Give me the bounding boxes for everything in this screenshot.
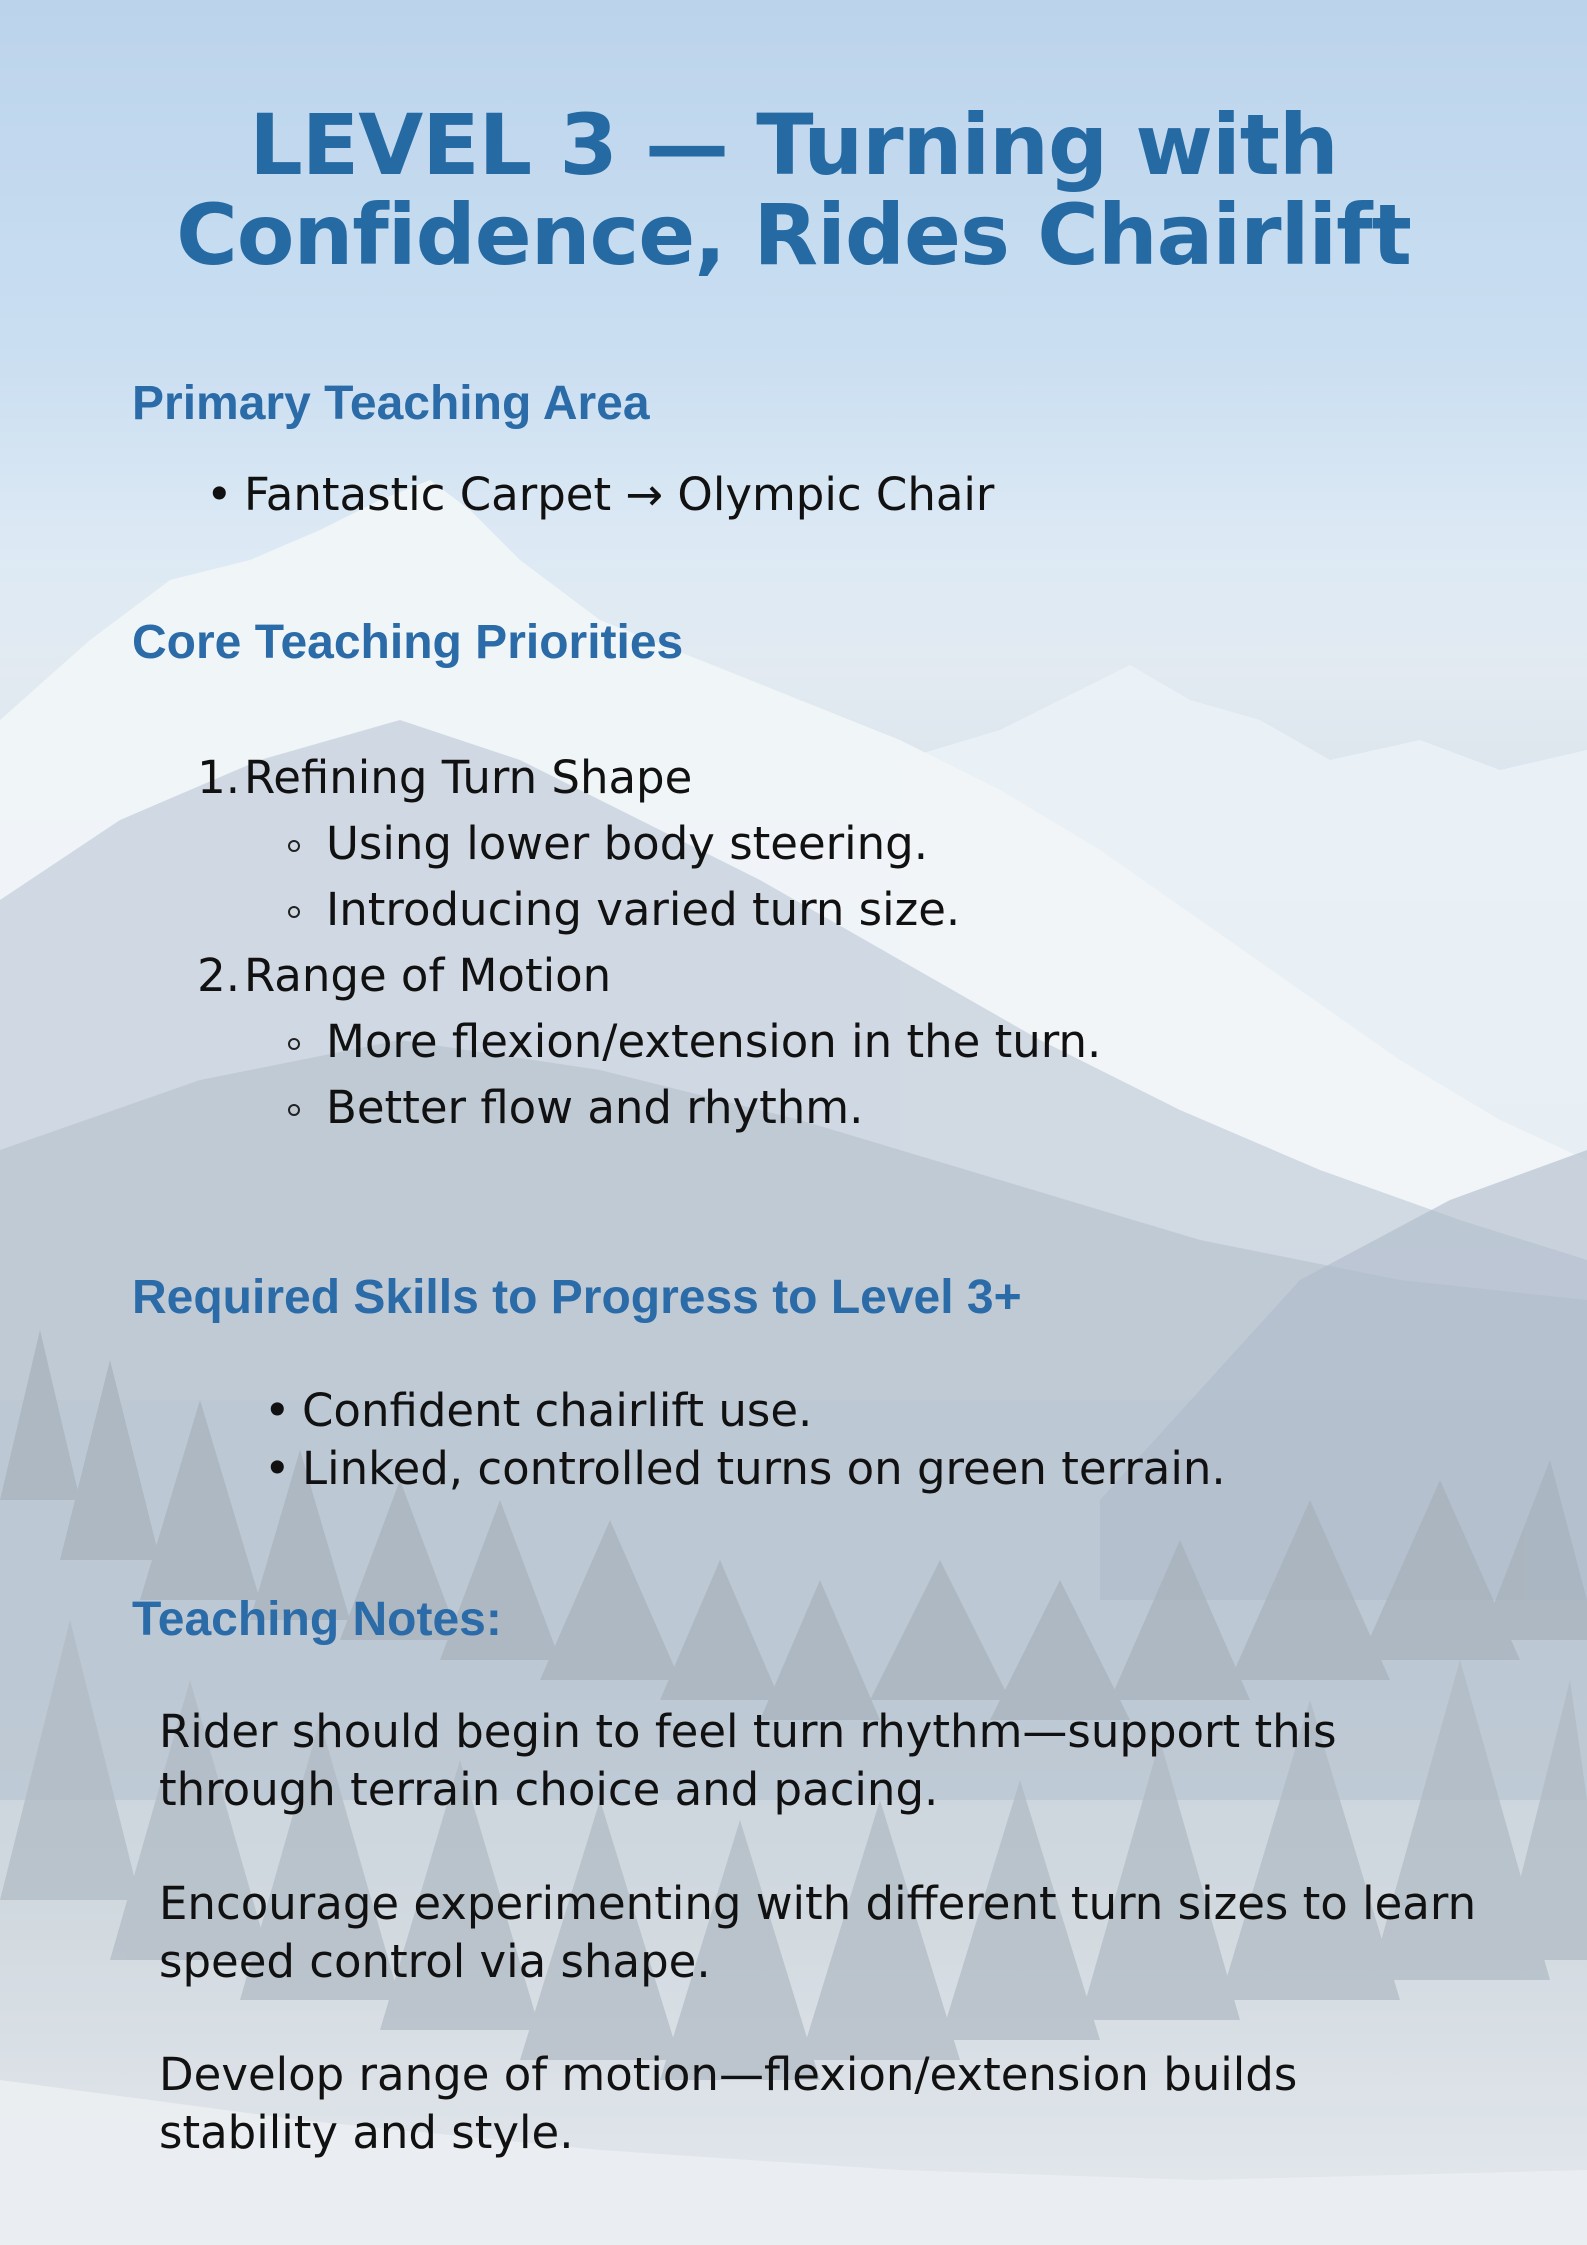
heading-teaching-notes: Teaching Notes:: [132, 1593, 502, 1646]
list-item: • Fantastic Carpet → Olympic Chair: [244, 462, 994, 528]
list-item: • Linked, controlled turns on green terrain.: [302, 1440, 1226, 1498]
note-line: Develop range of motion—flexion/extension builds: [159, 2048, 1298, 2101]
page-title: [0, 96, 1587, 284]
priority-item-2: [197, 943, 1101, 1009]
teaching-note-paragraph-3: [159, 2046, 1519, 2162]
required-skills-list: [302, 1382, 1226, 1498]
title-line-2: Confidence, Rides Chairlift: [176, 186, 1411, 284]
priority-label: Range of Motion: [244, 949, 612, 1002]
priority-number: 1.: [197, 751, 240, 804]
priority-item-1: [197, 745, 1101, 811]
priority-subitem: Introducing varied turn size.: [244, 877, 1101, 943]
priority-subitem: More flexion/extension in the turn.: [244, 1009, 1101, 1075]
primary-teaching-area-list: [244, 462, 994, 528]
note-line: through terrain choice and pacing.: [159, 1763, 939, 1816]
priority-number: 2.: [197, 949, 240, 1002]
heading-core-teaching-priorities: Core Teaching Priorities: [132, 616, 684, 669]
priority-subitem: Using lower body steering.: [244, 811, 1101, 877]
teaching-note-paragraph-2: [159, 1875, 1519, 1991]
priority-label: Refining Turn Shape: [244, 751, 693, 804]
title-line-1: LEVEL 3 — Turning with: [249, 96, 1338, 194]
note-line: stability and style.: [159, 2106, 574, 2159]
list-item: • Confident chairlift use.: [302, 1382, 1226, 1440]
heading-primary-teaching-area: Primary Teaching Area: [132, 377, 650, 430]
heading-required-skills: Required Skills to Progress to Level 3+: [132, 1271, 1022, 1324]
core-teaching-priorities-list: [197, 745, 1102, 1141]
priority-subitem: Better flow and rhythm.: [244, 1075, 1101, 1141]
note-line: Rider should begin to feel turn rhythm—support this: [159, 1705, 1337, 1758]
note-line: speed control via shape.: [159, 1935, 711, 1988]
note-line: Encourage experimenting with different turn sizes to learn: [159, 1877, 1477, 1930]
teaching-note-paragraph-1: [159, 1703, 1519, 1819]
